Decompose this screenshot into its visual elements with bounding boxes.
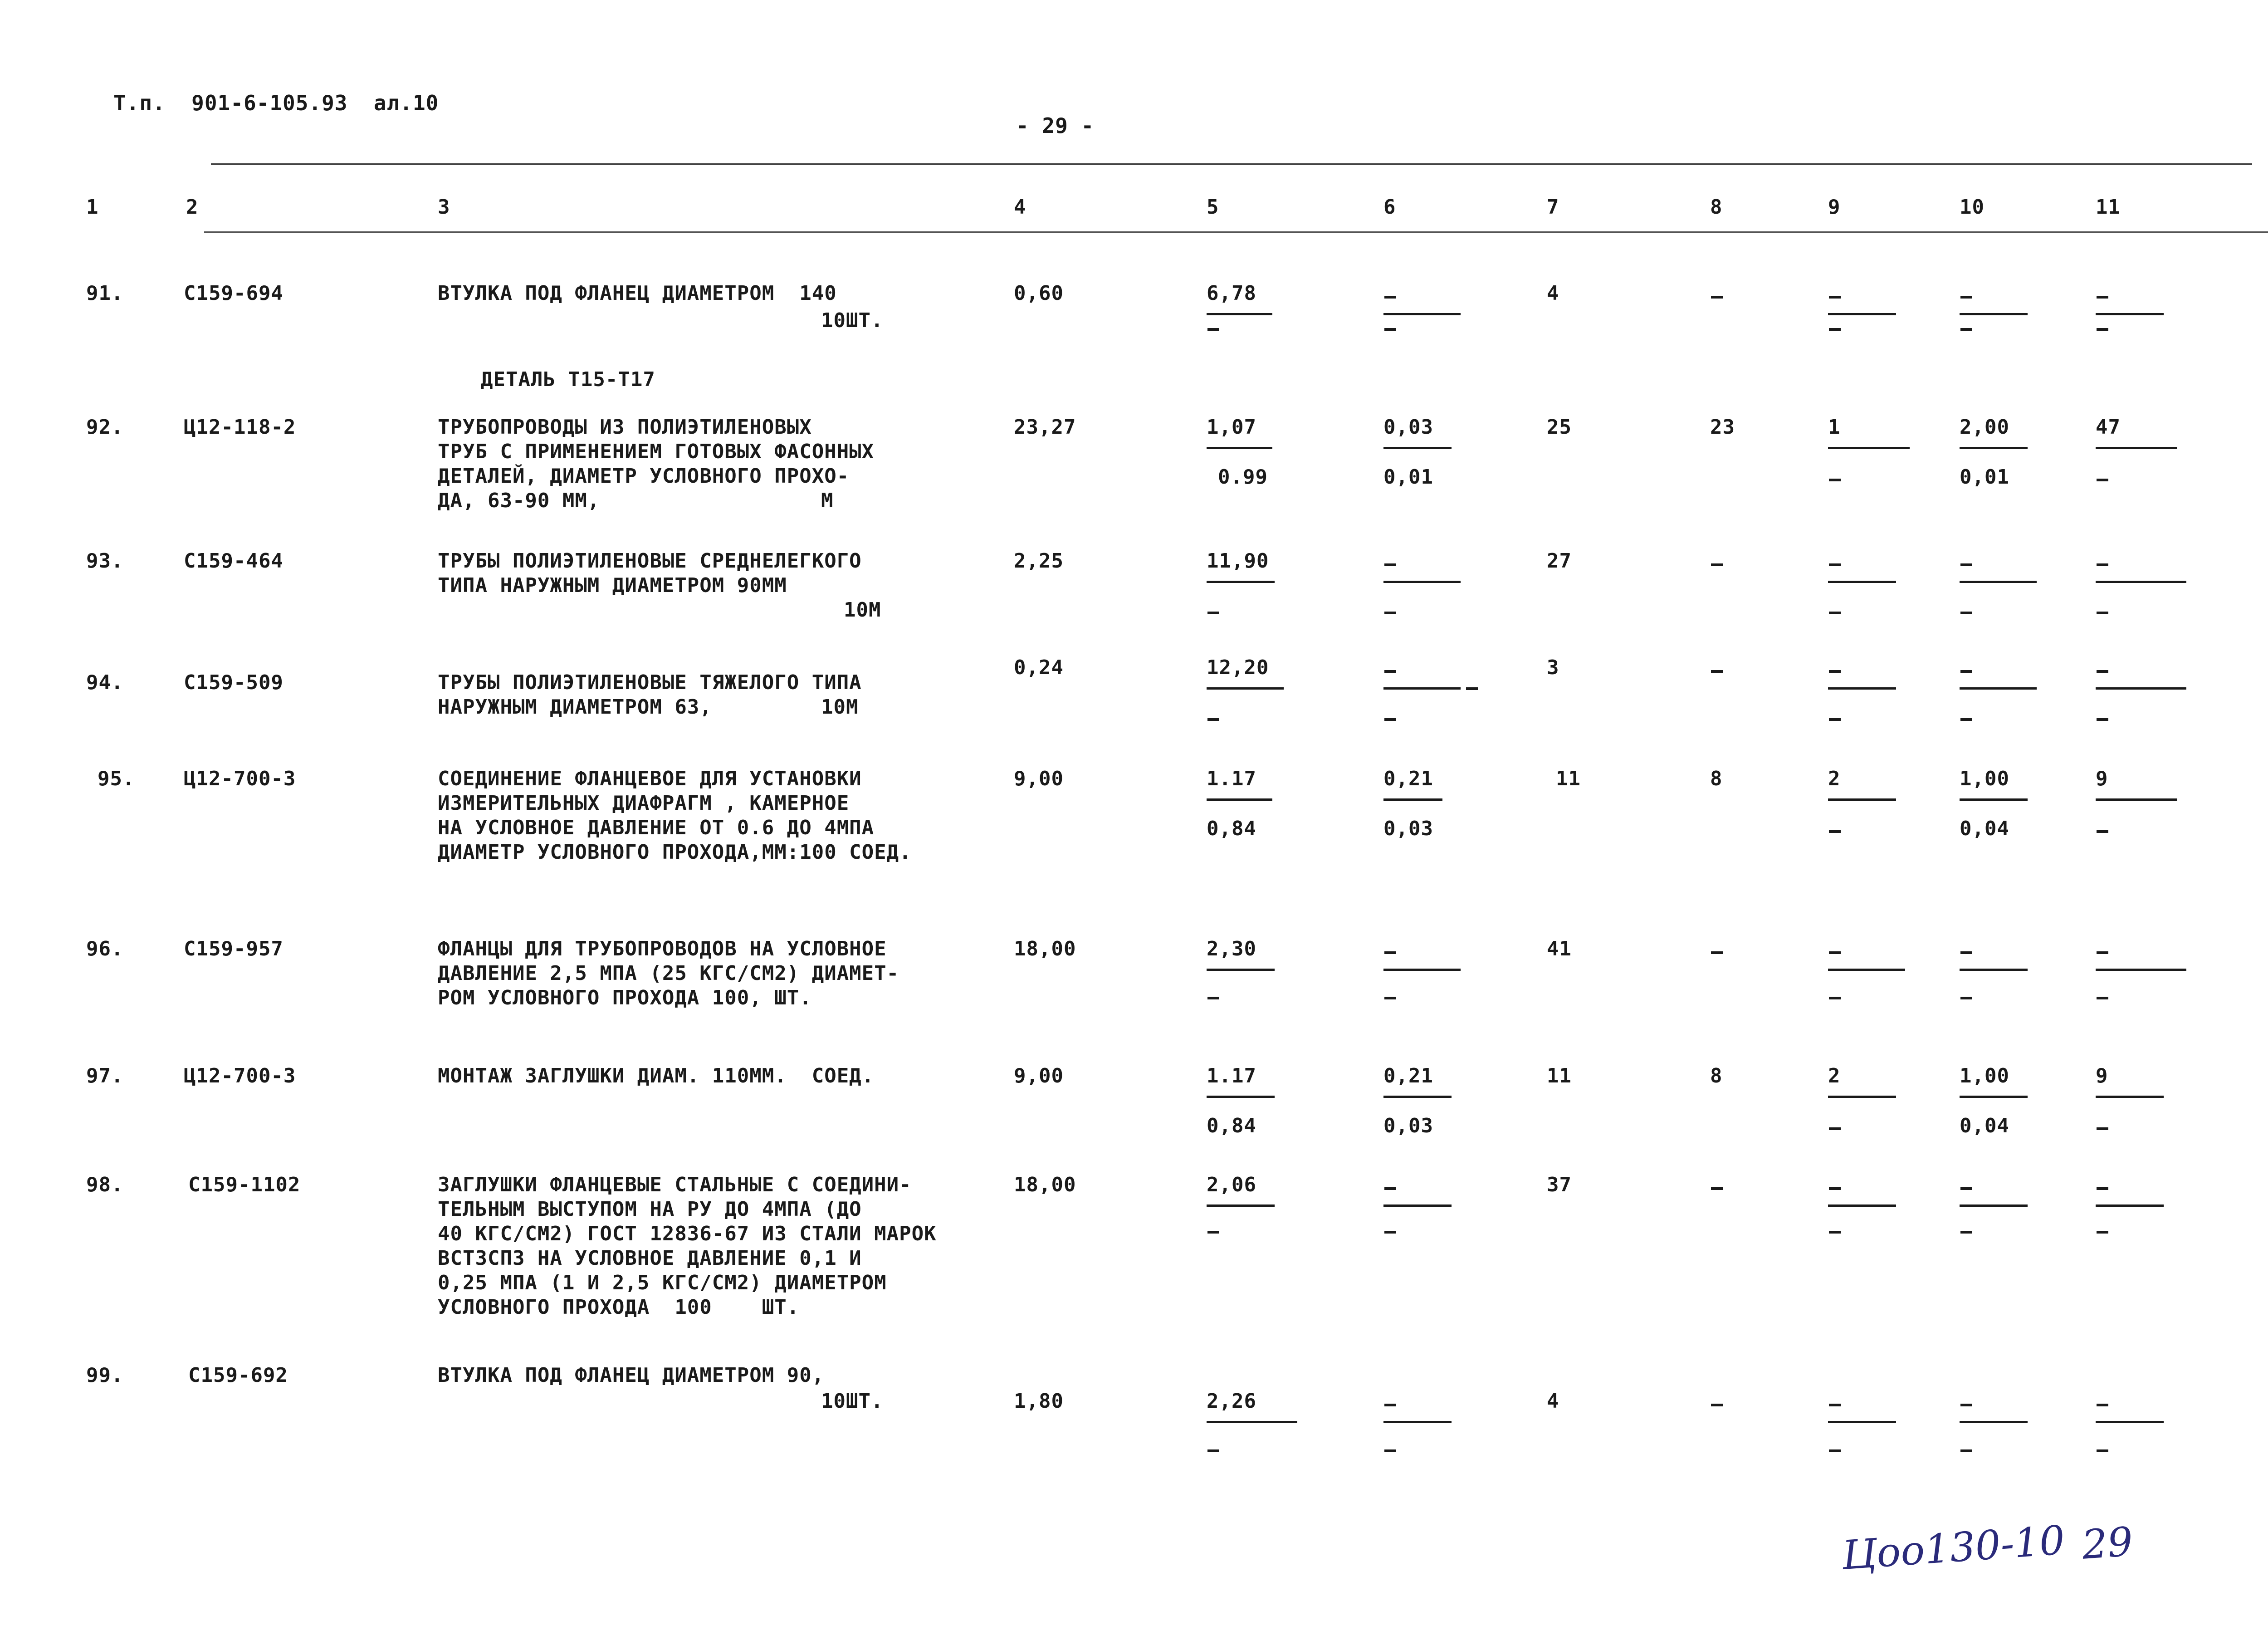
underline [2096,1421,2164,1423]
dash-mark [1960,1187,1972,1190]
underline [1207,798,1272,801]
row-number: 96. [86,937,124,960]
quantity: 0,60 [1014,282,1064,305]
quantity: 1,80 [1014,1390,1064,1413]
underline [1207,969,1275,971]
col5-subvalue: 0.99 [1218,465,1268,489]
dash-mark [1829,1231,1841,1234]
underline [1207,1096,1275,1098]
item-unit: 10М [821,695,859,719]
dash-mark [1384,718,1396,721]
col7-value: 4 [1547,282,1559,305]
dash-mark [1207,718,1219,721]
underline [1383,1096,1452,1098]
col-header-5: 5 [1207,196,1219,219]
item-description: ФЛАНЦЫ ДЛЯ ТРУБОПРОВОДОВ НА УСЛОВНОЕ ДАВЛЕНИЕ 2,5 МПА (25 КГС/СМ2) ДИАМЕТ- РОМ УСЛОВНОГО ПРОХОДА 100, ШТ. [438,937,899,1009]
col7-value: 25 [1547,416,1572,439]
top-rule [211,163,2252,165]
page-number: - 29 - [1016,113,1095,138]
item-description: ТРУБОПРОВОДЫ ИЗ ПОЛИЭТИЛЕНОВЫХ ТРУБ С ПРИМЕНЕНИЕМ ГОТОВЫХ ФАСОННЫХ ДЕТАЛЕЙ, ДИАМЕТР УСЛОВНОГО ПРОХО- ДА, 63-90 ММ, [438,416,875,512]
col7-value: 27 [1547,549,1572,573]
row-number: 91. [86,282,124,305]
quantity: 2,25 [1014,549,1064,573]
col-header-4: 4 [1014,196,1026,219]
item-unit: 10М [844,598,881,622]
col-header-1: 1 [86,196,99,219]
document-reference: Т.п. 901-6-105.93 ал.10 [113,91,439,115]
dash-mark [2097,830,2108,833]
item-code: С159-694 [184,282,284,305]
dash-mark [1829,1187,1841,1190]
dash-mark [1384,670,1396,673]
col-header-6: 6 [1383,196,1396,219]
item-unit: 10ШТ. [821,1390,884,1413]
underline [1828,313,1896,315]
item-code: С159-464 [184,549,284,573]
dash-mark [1829,479,1841,481]
dash-mark [1384,1404,1396,1406]
col7-value: 11 [1547,1064,1572,1087]
row-number: 95. [98,767,135,790]
dash-mark [2097,1187,2108,1190]
underline [1828,581,1896,583]
dash-mark [1960,1404,1972,1406]
dash-mark [1829,563,1841,566]
dash-mark [1829,612,1841,614]
quantity: 18,00 [1014,937,1076,960]
dash-mark [1207,328,1219,331]
dash-mark [1960,296,1972,299]
underline [1960,1096,2028,1098]
row-number: 99. [86,1364,124,1387]
dash-mark [2097,1231,2108,1234]
item-description: ЗАГЛУШКИ ФЛАНЦЕВЫЕ СТАЛЬНЫЕ С СОЕДИНИ- ТЕЛЬНЫМ ВЫСТУПОМ НА РУ ДО 4МПА (ДО 40 КГС/СМ2) ГОСТ 12836-67 ИЗ СТАЛИ МАРОК ВСТ3СП3 НА УСЛОВНОЕ ДАВЛЕНИЕ 0,1 И 0,25 МПА (1 И 2,5 КГС/СМ2) ДИАМЕТРОМ УСЛОВНОГО ПРОХОДА 100 ШТ. [438,1173,937,1319]
underline [1828,687,1896,690]
dash-mark [1711,951,1723,954]
quantity: 9,00 [1014,1064,1064,1087]
dash-mark [1829,718,1841,721]
col9-value: 2 [1828,767,1841,790]
col6-subvalue: 0,03 [1383,1114,1433,1137]
dash-mark [1384,1449,1396,1452]
col6-value: 0,03 [1383,416,1433,439]
quantity: 9,00 [1014,767,1064,790]
dash-mark [1384,1187,1396,1190]
dash-mark [1829,951,1841,954]
dash-mark [1829,670,1841,673]
dash-mark [1207,997,1219,999]
underline [1828,1204,1896,1207]
dash-mark [2097,479,2108,481]
underline [1207,1204,1275,1207]
underline [1960,687,2037,690]
dash-mark [1384,563,1396,566]
dash-mark [2097,951,2108,954]
col5-value: 1,07 [1207,416,1256,439]
item-description: СОЕДИНЕНИЕ ФЛАНЦЕВОЕ ДЛЯ УСТАНОВКИ ИЗМЕРИТЕЛЬНЫХ ДИАФРАГМ , КАМЕРНОЕ НА УСЛОВНОЕ ДАВЛЕНИЕ ОТ 0.6 ДО 4МПА ДИАМЕТР УСЛОВНОГО ПРОХОДА,ММ:100 СОЕД. [438,767,912,864]
col8-value: 8 [1710,1064,1723,1087]
underline [2096,1096,2164,1098]
item-description: ТРУБЫ ПОЛИЭТИЛЕНОВЫЕ ТЯЖЕЛОГО ТИПА НАРУЖНЫМ ДИАМЕТРОМ 63, [438,671,862,719]
dash-mark [2097,296,2108,299]
col5-value: 6,78 [1207,282,1256,305]
underline [2096,969,2186,971]
underline [1960,1204,2028,1207]
underline [1960,581,2037,583]
dash-mark [1711,563,1723,566]
col6-value: 0,21 [1383,1064,1433,1087]
item-unit: М [821,489,834,512]
underline [1383,969,1461,971]
dash-mark [1960,612,1972,614]
dash-mark [2097,328,2108,331]
quantity: 18,00 [1014,1173,1076,1196]
underline [2096,313,2164,315]
dash-mark [1466,687,1478,690]
header-rule [204,231,2268,233]
item-unit: 10ШТ. [821,309,884,332]
underline [1383,313,1461,315]
col11-value: 9 [2096,767,2108,790]
handwritten-page-number: 29 [2080,1518,2135,1568]
col7-value: 11 [1556,767,1581,790]
dash-mark [2097,997,2108,999]
underline [1383,447,1452,449]
underline [2096,1204,2164,1207]
underline [1207,687,1284,690]
underline [1828,969,1905,971]
quantity: 23,27 [1014,416,1076,439]
col5-value: 11,90 [1207,549,1269,573]
dash-mark [1829,296,1841,299]
dash-mark [1960,563,1972,566]
underline [1207,313,1272,315]
row-number: 97. [86,1064,124,1087]
dash-mark [1207,612,1219,614]
col5-value: 2,06 [1207,1173,1256,1196]
underline [1383,798,1442,801]
item-code: Ц12-118-2 [184,416,296,439]
underline [1207,581,1275,583]
item-description: МОНТАЖ ЗАГЛУШКИ ДИАМ. 110ММ. СОЕД. [438,1064,875,1087]
dash-mark [1960,1449,1972,1452]
dash-mark [2097,612,2108,614]
item-code: С159-1102 [188,1173,301,1196]
underline [1828,1096,1896,1098]
dash-mark [1384,997,1396,999]
dash-mark [1384,328,1396,331]
col5-value: 2,26 [1207,1390,1256,1413]
dash-mark [1829,328,1841,331]
row-number: 98. [86,1173,124,1196]
row-number: 94. [86,671,124,694]
dash-mark [2097,718,2108,721]
col6-subvalue: 0,03 [1383,817,1433,840]
col10-subvalue: 0,04 [1960,1114,2009,1137]
col10-subvalue: 0,01 [1960,465,2009,489]
col7-value: 4 [1547,1390,1559,1413]
col-header-8: 8 [1710,196,1723,219]
dash-mark [1960,951,1972,954]
dash-mark [1960,718,1972,721]
col7-value: 37 [1547,1173,1572,1196]
underline [1960,1421,2028,1423]
underline [1960,313,2028,315]
underline [2096,687,2186,690]
underline [1960,447,2028,449]
dash-mark [1829,1404,1841,1406]
item-code: Ц12-700-3 [184,1064,296,1087]
col5-value: 12,20 [1207,656,1269,679]
col10-value: 1,00 [1960,767,2009,790]
item-code: С159-692 [188,1364,288,1387]
underline [2096,581,2186,583]
col9-value: 1 [1828,416,1841,439]
col10-value: 1,00 [1960,1064,2009,1087]
dash-mark [2097,1404,2108,1406]
dash-mark [1829,1449,1841,1452]
col-header-3: 3 [438,196,450,219]
underline [1207,1421,1297,1423]
dash-mark [1711,1404,1723,1406]
quantity: 0,24 [1014,656,1064,679]
underline [1207,447,1272,449]
col-header-10: 10 [1960,196,1984,219]
col5-value: 1.17 [1207,767,1256,790]
dash-mark [1207,1231,1219,1234]
underline [1828,1421,1896,1423]
col-header-2: 2 [186,196,199,219]
col-header-9: 9 [1828,196,1841,219]
dash-mark [1829,997,1841,999]
underline [1383,1204,1452,1207]
col10-subvalue: 0,04 [1960,817,2009,840]
underline [1383,581,1461,583]
dash-mark [1207,1449,1219,1452]
underline [1960,798,2028,801]
col6-subvalue: 0,01 [1383,465,1433,489]
underline [2096,447,2177,449]
item-description: ВТУЛКА ПОД ФЛАНЕЦ ДИАМЕТРОМ 90, [438,1364,825,1387]
dash-mark [1384,951,1396,954]
dash-mark [2097,563,2108,566]
col8-value: 8 [1710,767,1723,790]
item-description: ТРУБЫ ПОЛИЭТИЛЕНОВЫЕ СРЕДНЕЛЕГКОГО ТИПА НАРУЖНЫМ ДИАМЕТРОМ 90ММ [438,549,862,597]
col5-subvalue: 0,84 [1207,817,1256,840]
item-code: С159-509 [184,671,284,694]
underline [1960,969,2028,971]
dash-mark [2097,1127,2108,1130]
dash-mark [1829,1127,1841,1130]
col7-value: 41 [1547,937,1572,960]
col6-value: 0,21 [1383,767,1433,790]
col-header-7: 7 [1547,196,1559,219]
dash-mark [1960,1231,1972,1234]
col9-value: 2 [1828,1064,1841,1087]
row-number: 93. [86,549,124,573]
underline [1828,798,1896,801]
dash-mark [1960,328,1972,331]
dash-mark [2097,670,2108,673]
dash-mark [1711,1187,1723,1190]
col5-value: 2,30 [1207,937,1256,960]
col11-value: 47 [2096,416,2121,439]
section-title: ДЕТАЛЬ Т15-Т17 [481,368,655,391]
handwritten-code: Цоо130-10 [1840,1516,2067,1579]
col5-subvalue: 0,84 [1207,1114,1256,1137]
underline [1383,1421,1452,1423]
col-header-11: 11 [2096,196,2121,219]
dash-mark [1960,997,1972,999]
item-code: Ц12-700-3 [184,767,296,790]
dash-mark [1384,612,1396,614]
dash-mark [1960,670,1972,673]
col5-value: 1.17 [1207,1064,1256,1087]
underline [1828,447,1910,449]
col7-value: 3 [1547,656,1559,679]
dash-mark [1829,830,1841,833]
underline [2096,798,2177,801]
dash-mark [1711,296,1723,299]
item-code: С159-957 [184,937,284,960]
dash-mark [1384,296,1396,299]
underline [1383,687,1461,690]
dash-mark [2097,1449,2108,1452]
item-description: ВТУЛКА ПОД ФЛАНЕЦ ДИАМЕТРОМ 140 [438,282,837,305]
col8-value: 23 [1710,416,1735,439]
dash-mark [1711,670,1723,673]
dash-mark [1384,1231,1396,1234]
col11-value: 9 [2096,1064,2108,1087]
row-number: 92. [86,416,124,439]
col10-value: 2,00 [1960,416,2009,439]
